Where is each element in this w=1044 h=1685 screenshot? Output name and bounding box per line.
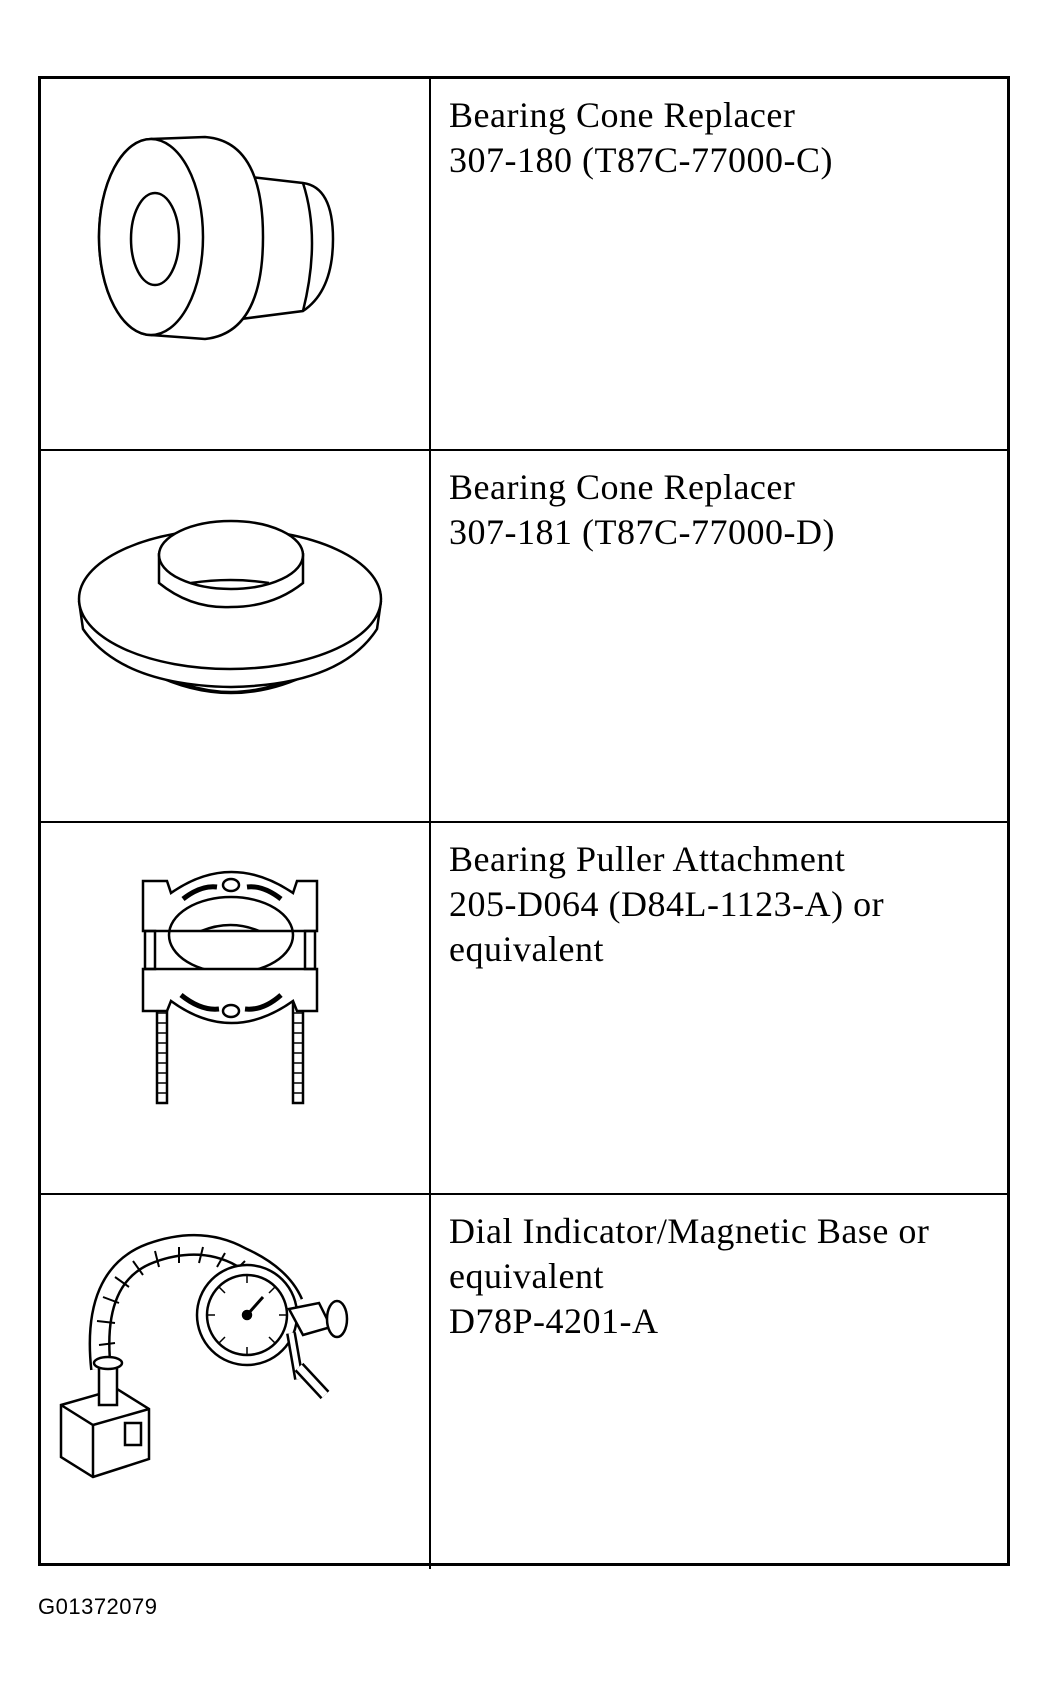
tool-part-number: 205-D064 (D84L-1123-A) or [449,884,885,924]
tool-image-cell [41,823,431,1193]
tool-description [449,93,994,183]
bearing-cone-replacer-disc-icon [41,451,429,821]
bearing-puller-attachment-icon [41,823,429,1193]
tool-note: equivalent [449,929,604,969]
tool-image-cell [41,1195,431,1569]
tool-row [41,79,1007,451]
tool-image-cell [41,79,431,449]
tool-name: Bearing Puller Attachment [449,839,846,879]
tool-note: equivalent [449,1256,604,1296]
tool-row [41,1195,1007,1569]
tool-part-number: 307-181 (T87C-77000-D) [449,512,835,552]
tool-part-number: 307-180 (T87C-77000-C) [449,140,833,180]
tool-name: Bearing Cone Replacer [449,95,796,135]
bearing-cone-replacer-cylindrical-icon [41,79,429,449]
tool-row [41,451,1007,823]
tool-name: Dial Indicator/Magnetic Base or [449,1211,930,1251]
tool-description [449,1209,994,1344]
tool-description [449,837,994,972]
special-tools-table [38,76,1010,1566]
dial-indicator-magnetic-base-icon [41,1195,429,1567]
tool-image-cell [41,451,431,821]
tool-description [449,465,994,555]
tool-name: Bearing Cone Replacer [449,467,796,507]
tool-part-number: D78P-4201-A [449,1301,659,1341]
figure-id: G01372079 [38,1594,158,1619]
tool-row [41,823,1007,1195]
